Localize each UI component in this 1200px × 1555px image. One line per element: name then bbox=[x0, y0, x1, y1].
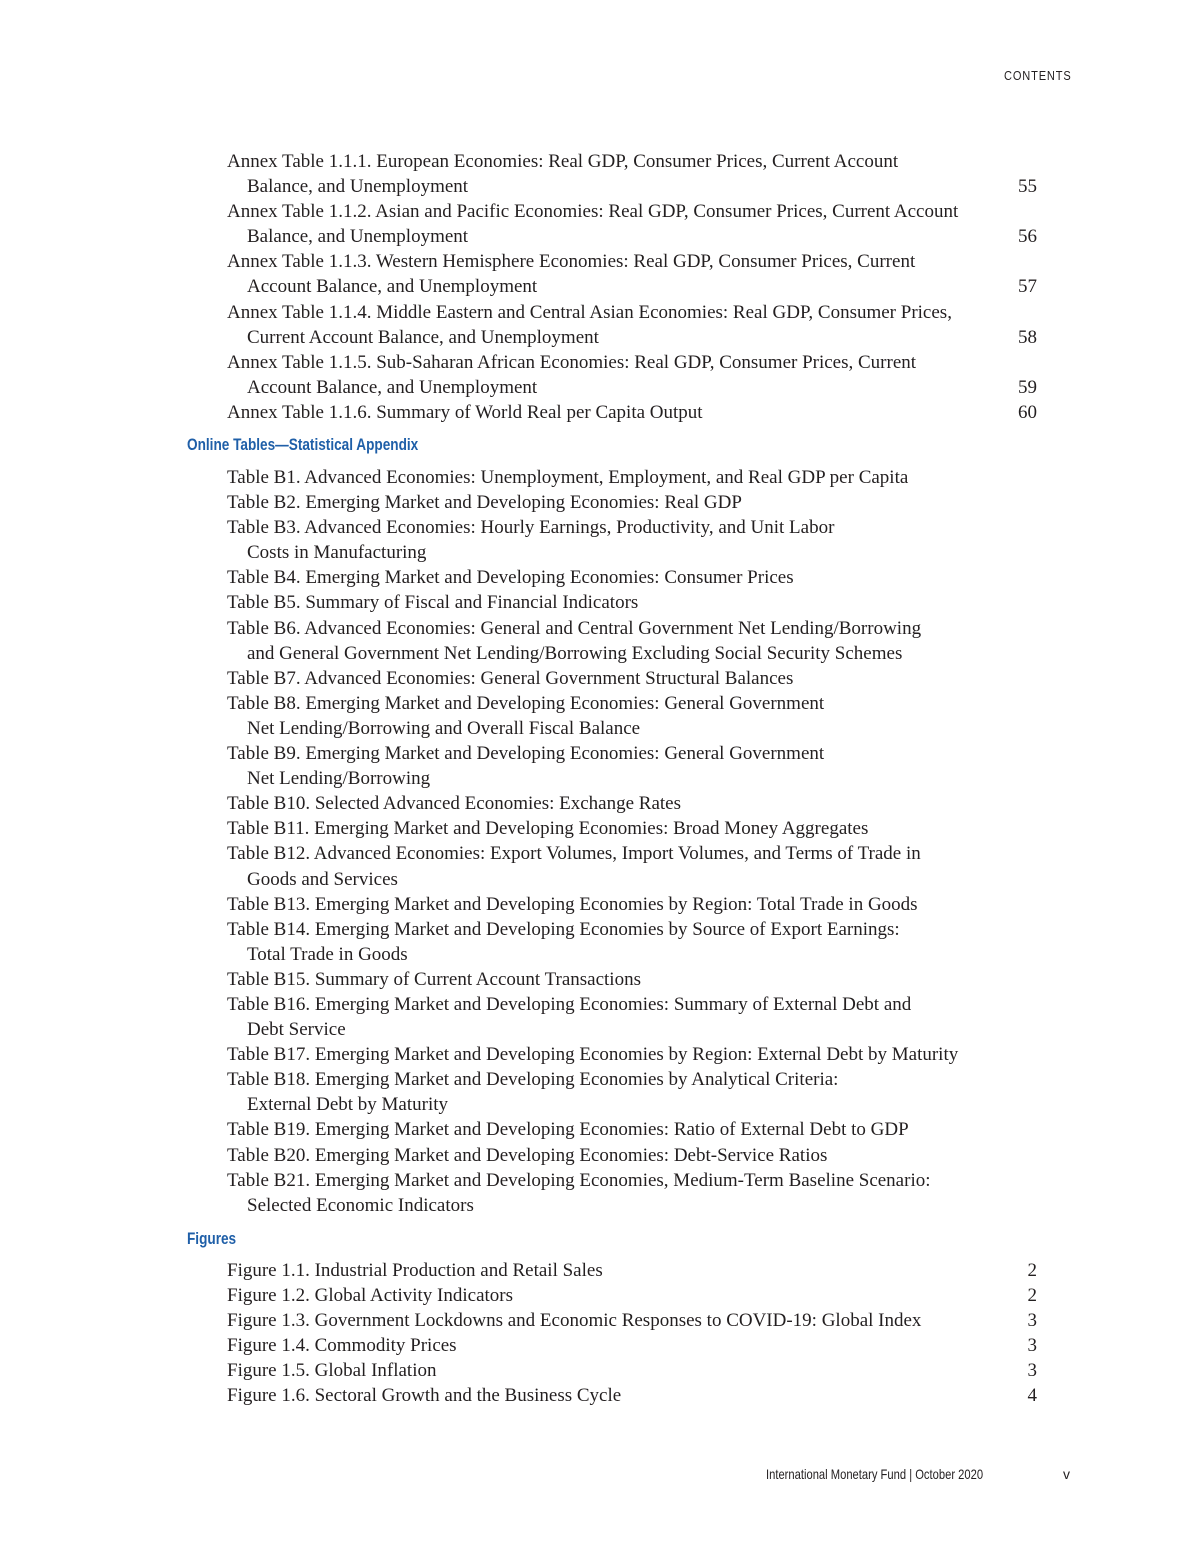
toc-entry-title-line: Table B20. Emerging Market and Developing Economies: Debt-Service Ratios bbox=[227, 1144, 828, 1166]
toc-entry-title-line: Table B1. Advanced Economies: Unemployment, Employment, and Real GDP per Capita bbox=[227, 467, 909, 488]
annex-tables-list bbox=[227, 149, 1037, 425]
toc-entry-title-line: Total Trade in Goods bbox=[247, 943, 408, 965]
toc-entry-title-line: Table B3. Advanced Economies: Hourly Earnings, Productivity, and Unit Labor bbox=[227, 517, 835, 539]
toc-entry-title-line: Table B10. Selected Advanced Economies: Exchange Rates bbox=[227, 793, 681, 815]
footer-publisher: International Monetary Fund | October 2020 bbox=[766, 1466, 984, 1482]
toc-entry-title-line: and General Government Net Lending/Borrowing Excluding Social Security Schemes bbox=[247, 642, 903, 664]
toc-entry[interactable] bbox=[227, 741, 1037, 791]
toc-entry-title-line: Net Lending/Borrowing bbox=[247, 768, 431, 790]
toc-entry-page-number: 3 bbox=[1027, 1335, 1037, 1357]
toc-entry-title-line: Table B9. Emerging Market and Developing Economies: General Government bbox=[227, 743, 825, 765]
toc-entry-title-line: Balance, and Unemployment bbox=[247, 226, 469, 248]
toc-entry-title-line: Table B19. Emerging Market and Developing Economies: Ratio of External Debt to GDP bbox=[227, 1119, 909, 1141]
toc-entry-title-line: Annex Table 1.1.3. Western Hemisphere Economies: Real GDP, Consumer Prices, Current bbox=[227, 251, 916, 273]
toc-entry-title-line: Table B7. Advanced Economies: General Government Structural Balances bbox=[227, 667, 794, 689]
toc-entry-title-line: Table B6. Advanced Economies: General and Central Government Net Lending/Borrowing bbox=[227, 617, 922, 639]
toc-entry[interactable] bbox=[227, 199, 1037, 249]
toc-entry-title-line: Net Lending/Borrowing and Overall Fiscal Balance bbox=[247, 717, 641, 739]
toc-entry[interactable] bbox=[227, 1168, 1037, 1218]
toc-entry[interactable] bbox=[227, 691, 1037, 741]
toc-entry[interactable] bbox=[227, 149, 1037, 199]
toc-entry[interactable] bbox=[227, 350, 1037, 400]
running-head: CONTENTS bbox=[1004, 68, 1072, 83]
toc-entry-title-line: Table B8. Emerging Market and Developing Economies: General Government bbox=[227, 692, 825, 714]
toc-entry-title-line: Figure 1.5. Global Inflation bbox=[227, 1360, 437, 1382]
toc-entry[interactable] bbox=[227, 590, 1037, 615]
toc-entry[interactable] bbox=[227, 791, 1037, 816]
toc-entry[interactable] bbox=[227, 465, 1037, 490]
toc-entry-page-number: 3 bbox=[1027, 1360, 1037, 1382]
toc-entry[interactable] bbox=[227, 249, 1037, 299]
toc-entry[interactable] bbox=[227, 967, 1037, 992]
toc-entry-title-line: Balance, and Unemployment bbox=[247, 176, 469, 198]
toc-entry-page-number: 58 bbox=[1018, 326, 1037, 348]
toc-entry[interactable] bbox=[227, 1258, 1037, 1283]
toc-entry[interactable] bbox=[227, 1117, 1037, 1142]
toc-entry-title-line: External Debt by Maturity bbox=[247, 1094, 449, 1116]
toc-entry-title-line: Table B13. Emerging Market and Developing Economies by Region: Total Trade in Goods bbox=[227, 893, 918, 915]
toc-entry-title-line: Table B21. Emerging Market and Developing Economies, Medium-Term Baseline Scenario: bbox=[227, 1169, 931, 1191]
toc-entry-title-line: Goods and Services bbox=[247, 868, 398, 890]
toc-entry-title-line: Annex Table 1.1.4. Middle Eastern and Central Asian Economies: Real GDP, Consumer Prices, bbox=[227, 301, 952, 323]
toc-entry-title-line: Table B5. Summary of Fiscal and Financial Indicators bbox=[227, 592, 639, 614]
toc-entry-page-number: 57 bbox=[1018, 276, 1037, 298]
toc-entry[interactable] bbox=[227, 490, 1037, 515]
toc-entry[interactable] bbox=[227, 816, 1037, 841]
toc-entry[interactable] bbox=[227, 1308, 1037, 1333]
toc-entry-title-line: Figure 1.2. Global Activity Indicators bbox=[227, 1285, 514, 1307]
toc-entry[interactable] bbox=[227, 400, 1037, 425]
toc-entry-title-line: Debt Service bbox=[247, 1019, 346, 1041]
toc-entry[interactable] bbox=[227, 1042, 1037, 1067]
toc-entry-title-line: Account Balance, and Unemployment bbox=[247, 376, 538, 398]
toc-entry-page-number: 55 bbox=[1018, 176, 1037, 198]
toc-entry-page-number: 60 bbox=[1018, 401, 1037, 423]
section-heading-figures: Figures bbox=[187, 1229, 237, 1248]
toc-entry-title-line: Figure 1.6. Sectoral Growth and the Business Cycle bbox=[227, 1385, 622, 1407]
toc-entry[interactable] bbox=[227, 1333, 1037, 1358]
toc-entry-title-line: Figure 1.1. Industrial Production and Retail Sales bbox=[227, 1260, 603, 1281]
toc-entry[interactable] bbox=[227, 616, 1037, 666]
toc-entry-title-line: Account Balance, and Unemployment bbox=[247, 276, 538, 298]
toc-entry-title-line: Annex Table 1.1.1. European Economies: Real GDP, Consumer Prices, Current Account bbox=[227, 151, 899, 172]
toc-entry-page-number: 3 bbox=[1027, 1310, 1037, 1332]
toc-entry-title-line: Table B4. Emerging Market and Developing Economies: Consumer Prices bbox=[227, 567, 794, 589]
toc-entry[interactable] bbox=[227, 515, 1037, 565]
toc-entry-title-line: Figure 1.3. Government Lockdowns and Economic Responses to COVID-19: Global Index bbox=[227, 1310, 922, 1332]
toc-entry-page-number: 56 bbox=[1018, 226, 1037, 248]
toc-entry[interactable] bbox=[227, 565, 1037, 590]
toc-entry-title-line: Current Account Balance, and Unemployment bbox=[247, 326, 599, 348]
toc-entry-page-number: 59 bbox=[1018, 376, 1037, 398]
section-heading-online-tables: Online Tables—Statistical Appendix bbox=[187, 435, 419, 454]
toc-entry-title-line: Table B17. Emerging Market and Developing Economies by Region: External Debt by Maturity bbox=[227, 1044, 959, 1066]
toc-entry-page-number: 4 bbox=[1027, 1385, 1037, 1407]
toc-entry-title-line: Table B2. Emerging Market and Developing Economies: Real GDP bbox=[227, 492, 742, 514]
toc-entry[interactable] bbox=[227, 892, 1037, 917]
toc-entry[interactable] bbox=[227, 917, 1037, 967]
toc-entry[interactable] bbox=[227, 300, 1037, 350]
toc-entry[interactable] bbox=[227, 1358, 1037, 1383]
online-tables-list bbox=[227, 465, 1037, 1218]
toc-entry[interactable] bbox=[227, 1283, 1037, 1308]
toc-entry-title-line: Selected Economic Indicators bbox=[247, 1194, 474, 1216]
toc-entry-title-line: Annex Table 1.1.5. Sub-Saharan African Economies: Real GDP, Consumer Prices, Current bbox=[227, 351, 917, 373]
toc-entry-title-line: Annex Table 1.1.2. Asian and Pacific Economies: Real GDP, Consumer Prices, Current Account bbox=[227, 201, 959, 223]
toc-entry[interactable] bbox=[227, 992, 1037, 1042]
toc-entry-title-line: Table B16. Emerging Market and Developing Economies: Summary of External Debt and bbox=[227, 993, 912, 1015]
toc-entry-title-line: Table B15. Summary of Current Account Transactions bbox=[227, 968, 641, 990]
figures-list bbox=[227, 1258, 1037, 1409]
toc-entry-title-line: Table B11. Emerging Market and Developing Economies: Broad Money Aggregates bbox=[227, 818, 869, 840]
toc-entry[interactable] bbox=[227, 841, 1037, 891]
toc-entry[interactable] bbox=[227, 1383, 1037, 1408]
footer-page-number: v bbox=[1063, 1466, 1070, 1482]
toc-entry-page-number: 2 bbox=[1027, 1285, 1037, 1307]
toc-entry-title-line: Table B14. Emerging Market and Developing Economies by Source of Export Earnings: bbox=[227, 918, 900, 940]
toc-entry-title-line: Table B12. Advanced Economies: Export Volumes, Import Volumes, and Terms of Trade in bbox=[227, 843, 921, 865]
toc-entry[interactable] bbox=[227, 666, 1037, 691]
toc-entry-title-line: Costs in Manufacturing bbox=[247, 542, 427, 564]
toc-entry-title-line: Table B18. Emerging Market and Developing Economies by Analytical Criteria: bbox=[227, 1069, 839, 1091]
toc-entry[interactable] bbox=[227, 1067, 1037, 1117]
toc-entry-title-line: Annex Table 1.1.6. Summary of World Real per Capita Output bbox=[227, 401, 703, 423]
toc-entry-page-number: 2 bbox=[1027, 1260, 1037, 1281]
toc-entry-title-line: Figure 1.4. Commodity Prices bbox=[227, 1335, 457, 1357]
toc-entry[interactable] bbox=[227, 1143, 1037, 1168]
